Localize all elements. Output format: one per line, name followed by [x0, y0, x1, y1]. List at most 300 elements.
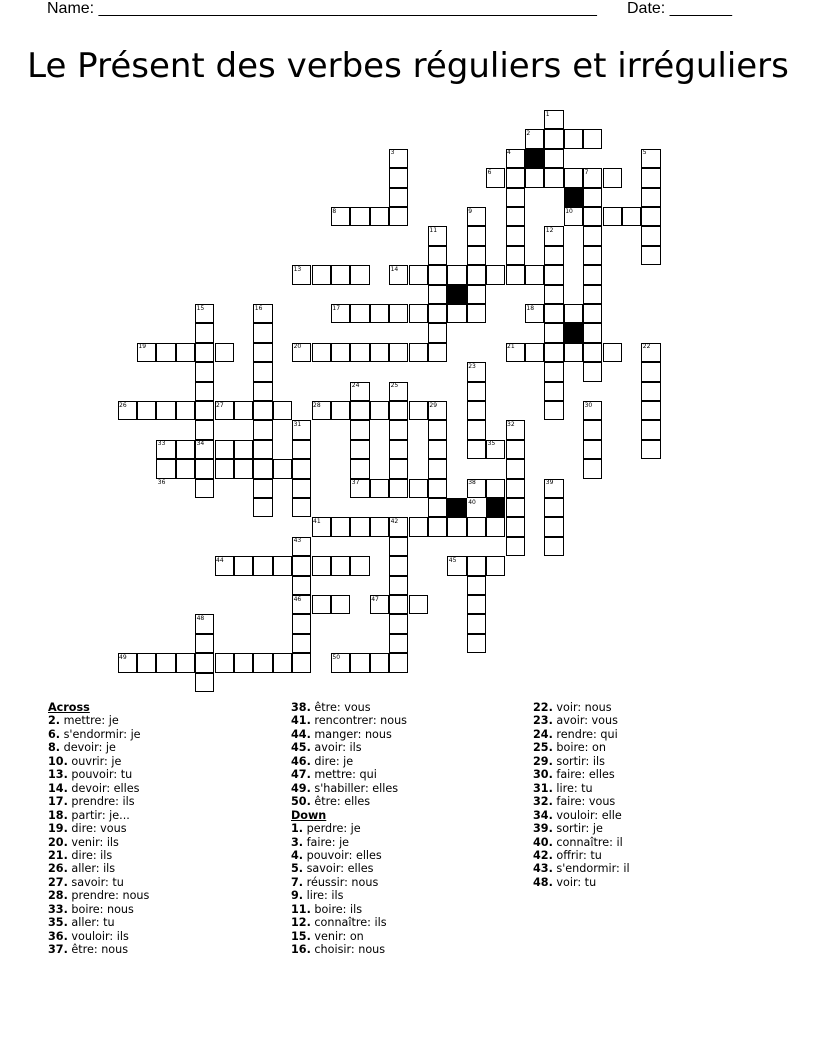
- clue-number: 24: [351, 382, 360, 390]
- grid-cell[interactable]: [428, 459, 447, 478]
- grid-cell[interactable]: [195, 382, 214, 401]
- clue-number: 7: [584, 168, 589, 176]
- clue-number: 20: [293, 343, 302, 351]
- grid-cell[interactable]: [409, 304, 428, 323]
- grid-cell[interactable]: [234, 401, 253, 420]
- clue-item: [48, 889, 149, 902]
- grid-cell[interactable]: [389, 168, 408, 187]
- grid-cell[interactable]: [350, 420, 369, 439]
- grid-cell[interactable]: [350, 207, 369, 226]
- clue-number: 8: [332, 207, 337, 215]
- grid-cell[interactable]: [506, 246, 525, 265]
- grid-cell[interactable]: [583, 440, 602, 459]
- grid-cell[interactable]: [486, 556, 505, 575]
- grid-cell[interactable]: [467, 265, 486, 284]
- grid-cell[interactable]: [506, 479, 525, 498]
- clue-item: [48, 862, 149, 875]
- grid-cell[interactable]: [215, 343, 234, 362]
- grid-cell[interactable]: [292, 479, 311, 498]
- grid-cell[interactable]: [641, 188, 660, 207]
- grid-cell[interactable]: [389, 595, 408, 614]
- grid-cell[interactable]: [583, 265, 602, 284]
- grid-cell[interactable]: [544, 498, 563, 517]
- grid-cell[interactable]: [544, 285, 563, 304]
- clue-item-text: réussir: nous: [303, 875, 379, 889]
- grid-cell[interactable]: [564, 168, 583, 187]
- grid-cell[interactable]: [467, 246, 486, 265]
- clue-item: [533, 862, 630, 875]
- clue-item-number: 16.: [291, 943, 311, 957]
- clue-item-number: 4.: [291, 848, 304, 862]
- clue-item-number: 29.: [533, 754, 553, 768]
- clue-item-text: aller: ils: [67, 862, 116, 876]
- grid-cell[interactable]: [195, 420, 214, 439]
- clue-item: [48, 755, 149, 768]
- clue-number: 42: [390, 517, 399, 525]
- grid-cell[interactable]: [273, 653, 292, 672]
- grid-cell[interactable]: [370, 479, 389, 498]
- clue-item-number: 37.: [48, 943, 68, 957]
- grid-cell[interactable]: [447, 265, 466, 284]
- clue-item: [48, 809, 149, 822]
- grid-cell[interactable]: [370, 653, 389, 672]
- grid-cell[interactable]: [486, 265, 505, 284]
- clue-item-text: devoir: je: [60, 741, 116, 755]
- name-field[interactable]: Name: ________________________________________________________: [47, 0, 597, 17]
- clue-item: [291, 849, 407, 862]
- grid-cell[interactable]: [331, 401, 350, 420]
- grid-cell[interactable]: [350, 265, 369, 284]
- clue-number: 5: [642, 149, 647, 157]
- grid-cell[interactable]: [389, 440, 408, 459]
- clue-item-number: 11.: [291, 902, 311, 916]
- grid-cell[interactable]: [467, 440, 486, 459]
- grid-cell[interactable]: [641, 382, 660, 401]
- grid-cell[interactable]: [467, 285, 486, 304]
- grid-cell[interactable]: [506, 459, 525, 478]
- clue-item-text: sortir: je: [552, 822, 603, 836]
- grid-cell[interactable]: [215, 440, 234, 459]
- grid-cell[interactable]: [370, 401, 389, 420]
- grid-cell[interactable]: [253, 323, 272, 342]
- grid-cell[interactable]: [292, 614, 311, 633]
- grid-cell[interactable]: [389, 537, 408, 556]
- grid-cell[interactable]: [583, 285, 602, 304]
- down-heading: Down: [291, 808, 327, 822]
- grid-cell[interactable]: [409, 517, 428, 536]
- clue-item: [48, 768, 149, 781]
- grid-cell[interactable]: [234, 440, 253, 459]
- clue-item: [48, 903, 149, 916]
- clue-item-number: 14.: [48, 781, 68, 795]
- grid-cell[interactable]: [389, 576, 408, 595]
- grid-cell[interactable]: [486, 479, 505, 498]
- grid-cell[interactable]: [253, 479, 272, 498]
- clue-number: 36: [157, 479, 166, 487]
- grid-cell[interactable]: [389, 188, 408, 207]
- grid-cell[interactable]: [564, 304, 583, 323]
- grid-cell[interactable]: [389, 304, 408, 323]
- grid-cell[interactable]: [467, 614, 486, 633]
- clue-item: [291, 876, 407, 889]
- black-square: [447, 285, 466, 304]
- grid-cell[interactable]: [428, 246, 447, 265]
- grid-cell[interactable]: [137, 653, 156, 672]
- grid-cell[interactable]: [253, 343, 272, 362]
- clue-item-text: savoir: tu: [67, 875, 124, 889]
- grid-cell[interactable]: [331, 343, 350, 362]
- grid-cell[interactable]: [506, 188, 525, 207]
- grid-cell[interactable]: [467, 401, 486, 420]
- clue-item-number: 12.: [291, 916, 311, 930]
- grid-cell[interactable]: [447, 517, 466, 536]
- grid-cell[interactable]: [641, 401, 660, 420]
- grid-cell[interactable]: [350, 517, 369, 536]
- grid-cell[interactable]: [583, 129, 602, 148]
- grid-cell[interactable]: [370, 207, 389, 226]
- grid-cell[interactable]: [253, 440, 272, 459]
- clue-item-number: 10.: [48, 754, 68, 768]
- grid-cell[interactable]: [389, 556, 408, 575]
- grid-cell[interactable]: [370, 517, 389, 536]
- grid-cell[interactable]: [195, 362, 214, 381]
- grid-cell[interactable]: [641, 226, 660, 245]
- clue-item: [291, 714, 407, 727]
- grid-cell[interactable]: [544, 129, 563, 148]
- grid-cell[interactable]: [350, 343, 369, 362]
- grid-cell[interactable]: [544, 304, 563, 323]
- grid-cell[interactable]: [389, 343, 408, 362]
- grid-cell[interactable]: [544, 401, 563, 420]
- grid-cell[interactable]: [409, 343, 428, 362]
- clue-item-number: 33.: [48, 902, 68, 916]
- grid-cell[interactable]: [389, 653, 408, 672]
- grid-cell[interactable]: [506, 517, 525, 536]
- clue-item-number: 43.: [533, 862, 553, 876]
- grid-cell[interactable]: [273, 401, 292, 420]
- clue-number: 44: [216, 556, 224, 564]
- grid-cell[interactable]: [467, 382, 486, 401]
- page-title: Le Présent des verbes réguliers et irréguliers: [27, 46, 789, 86]
- grid-cell[interactable]: [350, 401, 369, 420]
- grid-cell[interactable]: [312, 595, 331, 614]
- grid-cell[interactable]: [506, 440, 525, 459]
- clue-item-number: 17.: [48, 795, 68, 809]
- clue-item-number: 49.: [291, 781, 311, 795]
- grid-cell[interactable]: [292, 440, 311, 459]
- grid-cell[interactable]: [409, 479, 428, 498]
- grid-cell[interactable]: [544, 323, 563, 342]
- clue-number: 14: [390, 265, 399, 273]
- clue-number: 9: [468, 207, 473, 215]
- clue-item-number: 44.: [291, 727, 311, 741]
- clue-item-text: rencontrer: nous: [310, 714, 408, 728]
- clue-item-text: venir: ils: [67, 835, 119, 849]
- grid-cell[interactable]: [583, 420, 602, 439]
- grid-cell[interactable]: [350, 556, 369, 575]
- clue-item: [533, 741, 630, 754]
- grid-cell[interactable]: [253, 401, 272, 420]
- clue-item-number: 25.: [533, 741, 553, 755]
- grid-cell[interactable]: [253, 362, 272, 381]
- grid-cell[interactable]: [331, 265, 350, 284]
- grid-cell[interactable]: [156, 401, 175, 420]
- grid-cell[interactable]: [156, 343, 175, 362]
- grid-cell[interactable]: [253, 498, 272, 517]
- grid-cell[interactable]: [331, 595, 350, 614]
- grid-cell[interactable]: [389, 459, 408, 478]
- grid-cell[interactable]: [506, 226, 525, 245]
- grid-cell[interactable]: [195, 459, 214, 478]
- clue-item: [533, 876, 630, 889]
- grid-cell[interactable]: [467, 595, 486, 614]
- grid-cell[interactable]: [292, 576, 311, 595]
- grid-cell[interactable]: [253, 653, 272, 672]
- clue-item-number: 23.: [533, 714, 553, 728]
- clue-item: [48, 782, 149, 795]
- grid-cell[interactable]: [467, 517, 486, 536]
- grid-cell[interactable]: [583, 343, 602, 362]
- grid-cell[interactable]: [564, 129, 583, 148]
- grid-cell[interactable]: [176, 343, 195, 362]
- grid-cell[interactable]: [195, 653, 214, 672]
- clue-item-number: 21.: [48, 848, 68, 862]
- grid-cell[interactable]: [525, 343, 544, 362]
- grid-cell[interactable]: [312, 265, 331, 284]
- grid-cell[interactable]: [506, 537, 525, 556]
- grid-cell[interactable]: [506, 498, 525, 517]
- grid-cell[interactable]: [409, 265, 428, 284]
- clue-item: [291, 916, 407, 929]
- grid-cell[interactable]: [409, 595, 428, 614]
- grid-cell[interactable]: [292, 459, 311, 478]
- grid-cell[interactable]: [389, 479, 408, 498]
- grid-cell[interactable]: [467, 420, 486, 439]
- grid-cell[interactable]: [273, 556, 292, 575]
- clue-item: [533, 795, 630, 808]
- clue-item: [533, 755, 630, 768]
- grid-cell[interactable]: [506, 265, 525, 284]
- grid-cell[interactable]: [544, 537, 563, 556]
- grid-cell[interactable]: [156, 459, 175, 478]
- grid-cell[interactable]: [195, 479, 214, 498]
- grid-cell[interactable]: [312, 343, 331, 362]
- grid-cell[interactable]: [506, 207, 525, 226]
- grid-cell[interactable]: [486, 517, 505, 536]
- clue-item-text: boire: on: [552, 741, 606, 755]
- grid-cell[interactable]: [195, 634, 214, 653]
- grid-cell[interactable]: [467, 634, 486, 653]
- grid-cell[interactable]: [583, 304, 602, 323]
- grid-cell[interactable]: [544, 265, 563, 284]
- clue-item-text: vouloir: elle: [552, 808, 622, 822]
- grid-cell[interactable]: [428, 323, 447, 342]
- grid-cell[interactable]: [292, 653, 311, 672]
- clue-item: [291, 822, 407, 835]
- clue-number: 22: [642, 343, 651, 351]
- grid-cell[interactable]: [603, 343, 622, 362]
- grid-cell[interactable]: [195, 401, 214, 420]
- grid-cell[interactable]: [544, 382, 563, 401]
- date-field[interactable]: Date: _______: [627, 0, 732, 17]
- grid-cell[interactable]: [544, 343, 563, 362]
- clue-item: [48, 822, 149, 835]
- grid-cell[interactable]: [350, 304, 369, 323]
- grid-cell[interactable]: [428, 304, 447, 323]
- clue-item: [48, 943, 149, 956]
- grid-cell[interactable]: [506, 168, 525, 187]
- clue-item: [533, 849, 630, 862]
- grid-cell[interactable]: [641, 440, 660, 459]
- clue-number: 26: [119, 401, 127, 409]
- grid-cell[interactable]: [331, 556, 350, 575]
- grid-cell[interactable]: [409, 401, 428, 420]
- clue-item: [291, 741, 407, 754]
- grid-cell[interactable]: [350, 459, 369, 478]
- clue-item: [291, 903, 407, 916]
- grid-cell[interactable]: [137, 401, 156, 420]
- grid-cell[interactable]: [156, 653, 175, 672]
- grid-cell[interactable]: [350, 440, 369, 459]
- black-square: [525, 149, 544, 168]
- grid-cell[interactable]: [583, 188, 602, 207]
- grid-cell[interactable]: [389, 614, 408, 633]
- grid-cell[interactable]: [350, 653, 369, 672]
- clue-item: [533, 701, 630, 714]
- grid-cell[interactable]: [428, 420, 447, 439]
- grid-cell[interactable]: [253, 382, 272, 401]
- grid-cell[interactable]: [467, 304, 486, 323]
- clue-item-text: faire: vous: [552, 795, 616, 809]
- grid-cell[interactable]: [641, 246, 660, 265]
- clue-item: [48, 741, 149, 754]
- clue-item-text: voir: nous: [552, 701, 612, 714]
- grid-cell[interactable]: [583, 459, 602, 478]
- clue-item: [291, 768, 407, 781]
- clue-item: [48, 714, 149, 727]
- grid-cell[interactable]: [215, 459, 234, 478]
- clue-item-text: s'endormir: il: [552, 862, 630, 876]
- grid-cell[interactable]: [467, 226, 486, 245]
- grid-cell[interactable]: [292, 634, 311, 653]
- grid-cell[interactable]: [603, 168, 622, 187]
- clue-item-number: 7.: [291, 875, 304, 889]
- clue-item-number: 13.: [48, 768, 68, 782]
- grid-cell[interactable]: [428, 498, 447, 517]
- grid-cell[interactable]: [583, 207, 602, 226]
- grid-cell[interactable]: [312, 556, 331, 575]
- grid-cell[interactable]: [195, 323, 214, 342]
- clue-number: 12: [545, 226, 554, 234]
- grid-cell[interactable]: [428, 265, 447, 284]
- grid-cell[interactable]: [253, 420, 272, 439]
- grid-cell[interactable]: [583, 323, 602, 342]
- grid-cell[interactable]: [195, 673, 214, 692]
- clue-item: [48, 795, 149, 808]
- clue-item: [48, 849, 149, 862]
- grid-cell[interactable]: [389, 401, 408, 420]
- grid-cell[interactable]: [525, 265, 544, 284]
- clue-item-number: 50.: [291, 795, 311, 809]
- grid-cell[interactable]: [234, 459, 253, 478]
- clue-item: [48, 916, 149, 929]
- grid-cell[interactable]: [234, 653, 253, 672]
- grid-cell[interactable]: [583, 226, 602, 245]
- grid-cell[interactable]: [234, 556, 253, 575]
- grid-cell[interactable]: [428, 440, 447, 459]
- clue-item-text: mettre: je: [60, 714, 119, 728]
- grid-cell[interactable]: [583, 246, 602, 265]
- clue-item-number: 19.: [48, 822, 68, 836]
- clue-item-number: 28.: [48, 889, 68, 903]
- grid-cell[interactable]: [544, 168, 563, 187]
- grid-cell[interactable]: [215, 653, 234, 672]
- grid-cell[interactable]: [176, 459, 195, 478]
- grid-cell[interactable]: [176, 440, 195, 459]
- grid-cell[interactable]: [622, 207, 641, 226]
- grid-cell[interactable]: [641, 362, 660, 381]
- grid-cell[interactable]: [176, 401, 195, 420]
- grid-cell[interactable]: [370, 304, 389, 323]
- clue-item-number: 18.: [48, 808, 68, 822]
- clue-item-text: choisir: nous: [310, 943, 386, 957]
- grid-cell[interactable]: [195, 343, 214, 362]
- black-square: [447, 498, 466, 517]
- grid-cell[interactable]: [292, 498, 311, 517]
- grid-cell[interactable]: [583, 362, 602, 381]
- grid-cell[interactable]: [641, 207, 660, 226]
- grid-cell[interactable]: [544, 517, 563, 536]
- clue-number: 30: [584, 401, 593, 409]
- clue-number: 47: [371, 595, 379, 603]
- clue-item-text: faire: je: [303, 835, 350, 849]
- grid-cell[interactable]: [544, 362, 563, 381]
- grid-cell[interactable]: [525, 168, 544, 187]
- grid-cell[interactable]: [428, 343, 447, 362]
- grid-cell[interactable]: [428, 285, 447, 304]
- grid-cell[interactable]: [428, 517, 447, 536]
- clue-number: 28: [313, 401, 321, 409]
- grid-cell[interactable]: [331, 517, 350, 536]
- grid-cell[interactable]: [564, 343, 583, 362]
- grid-cell[interactable]: [447, 304, 466, 323]
- grid-cell[interactable]: [641, 420, 660, 439]
- clue-number: 13: [293, 265, 302, 273]
- clue-item: [291, 728, 407, 741]
- grid-cell[interactable]: [428, 479, 447, 498]
- grid-cell[interactable]: [603, 207, 622, 226]
- clue-item-text: venir: on: [310, 929, 364, 943]
- grid-cell[interactable]: [467, 576, 486, 595]
- clue-item-number: 32.: [533, 795, 553, 809]
- grid-cell[interactable]: [467, 556, 486, 575]
- clue-item-number: 26.: [48, 862, 68, 876]
- grid-cell[interactable]: [176, 653, 195, 672]
- grid-cell[interactable]: [292, 556, 311, 575]
- grid-cell[interactable]: [389, 207, 408, 226]
- grid-cell[interactable]: [273, 459, 292, 478]
- grid-cell[interactable]: [389, 634, 408, 653]
- grid-cell[interactable]: [544, 246, 563, 265]
- grid-cell[interactable]: [389, 420, 408, 439]
- grid-cell[interactable]: [641, 168, 660, 187]
- clue-item-text: perdre: je: [303, 822, 361, 836]
- clue-item-number: 5.: [291, 862, 304, 876]
- grid-cell[interactable]: [370, 343, 389, 362]
- grid-cell[interactable]: [544, 149, 563, 168]
- grid-cell[interactable]: [253, 556, 272, 575]
- grid-cell[interactable]: [253, 459, 272, 478]
